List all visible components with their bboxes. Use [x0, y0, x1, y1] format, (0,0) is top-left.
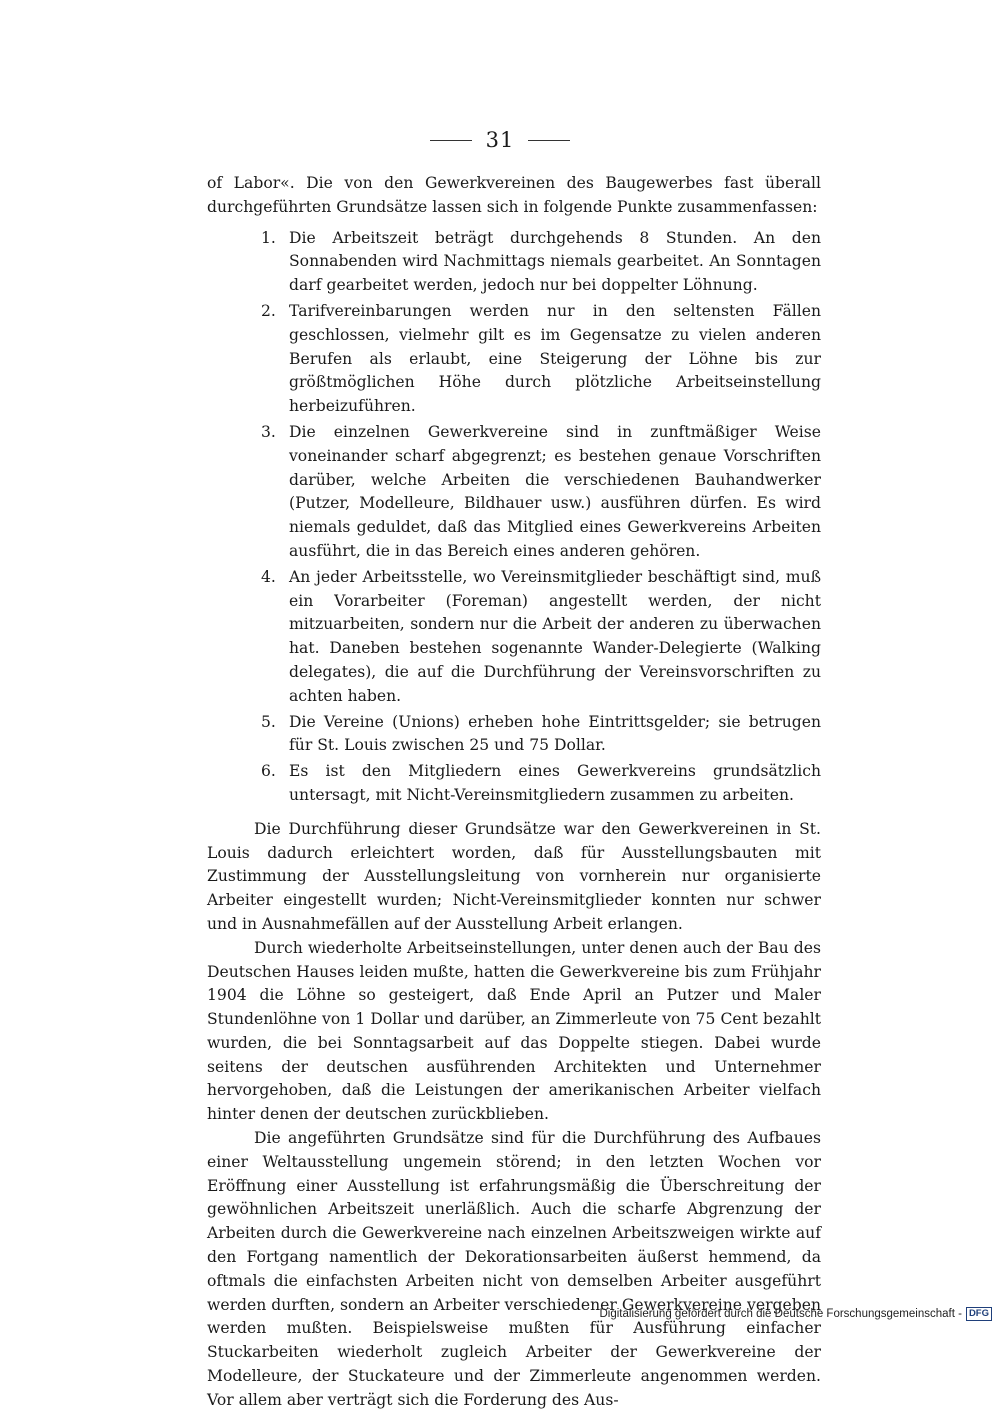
- paragraph: Die angeführten Grundsätze sind für die Durchführung des Aufbaues einer Weltausstellung ungemein störend; in den letzten Wochen vor Eröffnung einer Ausstellung ist erfahrungsmäßig die Überschreitung der gewöhnlichen Arbeitszeit unerläßlich. Auch die scharfe Abgrenzung der Arbeiten durch die Gewerkvereine nach einzelnen Arbeitszweigen wirkte auf den Fortgang namentlich der Dekorationsarbeiten äußerst hemmend, da oftmals die einfachsten Arbeiten nicht von demselben Arbeiter ausgeführt werden durften, sondern an Arbeiter verschiedener Gewerkvereine vergeben werden mußten. Beispielsweise mußten für Ausführung einfacher Stuckarbeiten wiederholt zugleich Arbeiter der Gewerkvereine der Modelleure, der Stuckateure und der Zimmerleute angenommen werden. Vor allem aber verträgt sich die Forderung des Aus-: [207, 1129, 821, 1409]
- list-item-number: 6.: [261, 762, 276, 781]
- page-header: [0, 128, 1000, 152]
- paragraph: Durch wiederholte Arbeitseinstellungen, unter denen auch der Bau des Deutschen Hauses leiden mußte, hatten die Gewerkvereine bis zum Frühjahr 1904 die Löhne so gesteigert, daß Ende April an Putzer und Maler Stundenlöhne von 1 Dollar und darüber, an Zimmerleute von 75 Cent bezahlt wurden, die bei Sonntagsarbeit auf das Doppelte stiegen. Dabei wurde seitens der deutschen ausführenden Architekten und Unternehmer hervorgehoben, daß die Leistungen der amerikanischen Arbeiter vielfach hinter denen der deutschen zurückblieben.: [207, 938, 821, 1124]
- page-number: 31: [485, 128, 515, 152]
- paragraph: Die Durchführung dieser Grundsätze war den Gewerkvereinen in St. Louis dadurch erleichtert worden, daß für Ausstellungsbauten mit Zustimmung der Ausstellungsleitung von vornherein nur organisierte Arbeiter eingestellt wurden; Nicht-Vereinsmitglieder konnten nur schwer und in Ausnahmefällen auf der Ausstellung Arbeit erlangen.: [207, 819, 821, 933]
- list-item: [207, 227, 821, 298]
- list-item: [207, 711, 821, 759]
- list-item-number: 3.: [261, 422, 276, 441]
- list-item-text: Die Arbeitszeit beträgt durchgehends 8 Stunden. An den Sonnabenden wird Nachmittags niemals gearbeitet. An Sonntagen darf gearbeitet werden, jedoch nur bei doppelter Löhnung.: [289, 228, 821, 295]
- dfg-logo-icon: DFG: [966, 1307, 992, 1321]
- list-item-text: Es ist den Mitgliedern eines Gewerkvereins grundsätzlich untersagt, mit Nicht-Vereinsmitgliedern zusammen zu arbeiten.: [289, 762, 821, 804]
- list-item-number: 1.: [261, 228, 276, 247]
- list-item-text: Die einzelnen Gewerkvereine sind in zunftmäßiger Weise voneinander scharf abgegrenzt; es bestehen genaue Vorschriften darüber, welche Arbeiten die verschiedenen Bauhandwerker (Putzer, Modelleure, Bildhauer usw.) ausführen dürfen. Es wird niemals geduldet, daß das Mitglied eines Gewerkvereins Arbeiten ausführt, die in das Bereich eines anderen gehören.: [289, 422, 821, 560]
- list-item-text: Die Vereine (Unions) erheben hohe Eintrittsgelder; sie betrugen für St. Louis zwischen 25 und 75 Dollar.: [289, 712, 821, 755]
- left-rule: [430, 140, 472, 141]
- principles-list: [207, 227, 821, 808]
- credit-text: Digitalisierung gefördert durch die Deutsche Forschungsgemeinschaft -: [599, 1308, 962, 1320]
- list-item-text: An jeder Arbeitsstelle, wo Vereinsmitglieder beschäftigt sind, muß ein Vorarbeiter (Foreman) angestellt werden, der nicht mitzuarbeiten, sondern nur die Arbeit der anderen zu überwachen hat. Daneben bestehen sogenannte Wander-Delegierte (Walking delegates), die auf die Durchführung der Vereinsvorschriften zu achten haben.: [289, 567, 821, 705]
- list-item: [207, 566, 821, 709]
- list-item-number: 4.: [261, 567, 276, 586]
- digitization-credit: [600, 1307, 993, 1321]
- right-rule: [528, 140, 570, 141]
- list-item: [207, 421, 821, 564]
- body-text: [207, 172, 821, 1413]
- list-item-number: 5.: [261, 712, 276, 731]
- list-item: [207, 300, 821, 419]
- list-item-number: 2.: [261, 301, 276, 320]
- list-item: [207, 760, 821, 808]
- opening-paragraph: of Labor«. Die von den Gewerkvereinen des Baugewerbes fast überall durchgeführten Grundsätze lassen sich in folgende Punkte zusammenfassen:: [207, 174, 821, 216]
- list-item-text: Tarifvereinbarungen werden nur in den seltensten Fällen geschlossen, vielmehr gilt es im Gegensatze zu vielen anderen Berufen als erlaubt, eine Steigerung der Löhne bis zur größtmöglichen Höhe durch plötzliche Arbeitseinstellung herbeizuführen.: [289, 301, 821, 416]
